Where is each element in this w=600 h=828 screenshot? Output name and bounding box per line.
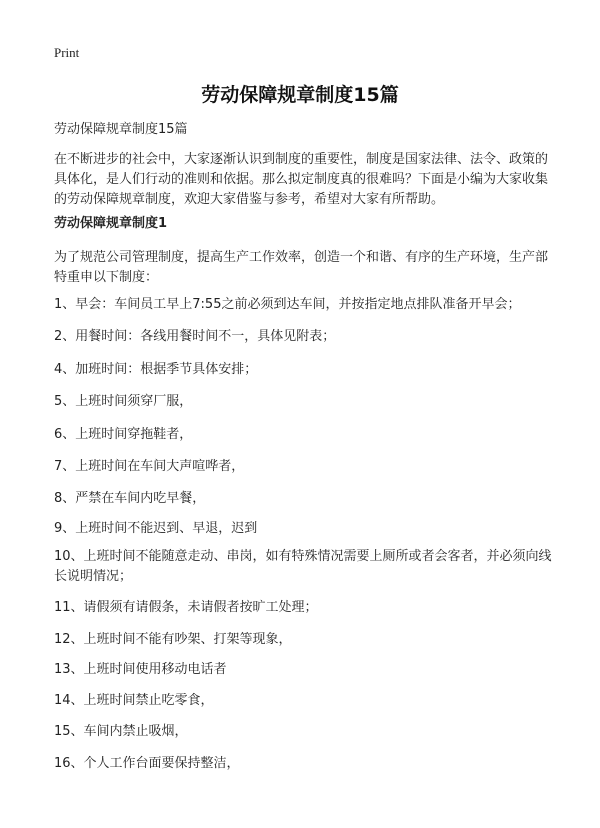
rule-item-10: 10、上班时间不能随意走动、串岗，如有特殊情况需要上厕所或者会客者，并必须向线长说明情况； (54, 549, 552, 584)
rule-item-9: 9、上班时间不能迟到、早退，迟到 (54, 521, 258, 536)
rule-item-11: 11、请假须有请假条，未请假者按旷工处理； (54, 600, 318, 615)
section-heading: 劳动保障规章制度1 (54, 216, 168, 231)
rule-item-15: 15、车间内禁止吸烟， (54, 724, 188, 739)
rule-item-1: 1、早会：车间员工早上7:55之前必须到达车间，并按指定地点排队准备开早会； (54, 297, 521, 312)
rule-item-12: 12、上班时间不能有吵架、打架等现象， (54, 632, 292, 647)
rule-item-7: 7、上班时间在车间大声喧哗者， (54, 459, 245, 474)
rule-item-2: 2、用餐时间：各线用餐时间不一，具体见附表； (54, 329, 336, 344)
document-title: 劳动保障规章制度15篇 (201, 84, 399, 106)
rule-item-6: 6、上班时间穿拖鞋者， (54, 427, 193, 442)
document-subtitle: 劳动保障规章制度15篇 (54, 122, 188, 137)
intro-paragraph: 在不断进步的社会中，大家逐渐认识到制度的重要性，制度是国家法律、法令、政策的具体化，是人们行动的准则和依据。那么拟定制度真的很难吗？下面是小编为大家收集的劳动保障规章制度，欢迎大家借鉴与参考，希望对大家有所帮助。 (54, 152, 549, 207)
rule-item-8: 8、严禁在车间内吃早餐， (54, 491, 206, 506)
rule-item-16: 16、个人工作台面要保持整洁， (54, 756, 240, 771)
rule-item-13: 13、上班时间使用移动电话者 (54, 662, 227, 677)
rule-item-4: 4、加班时间：根据季节具体安排； (54, 362, 258, 377)
rule-item-14: 14、上班时间禁止吃零食， (54, 693, 214, 708)
rule-item-5: 5、上班时间须穿厂服， (54, 394, 193, 409)
section-intro-paragraph: 为了规范公司管理制度，提高生产工作效率，创造一个和谐、有序的生产环境，生产部特重申以下制度： (54, 250, 549, 285)
print-link[interactable]: Print (54, 45, 80, 60)
